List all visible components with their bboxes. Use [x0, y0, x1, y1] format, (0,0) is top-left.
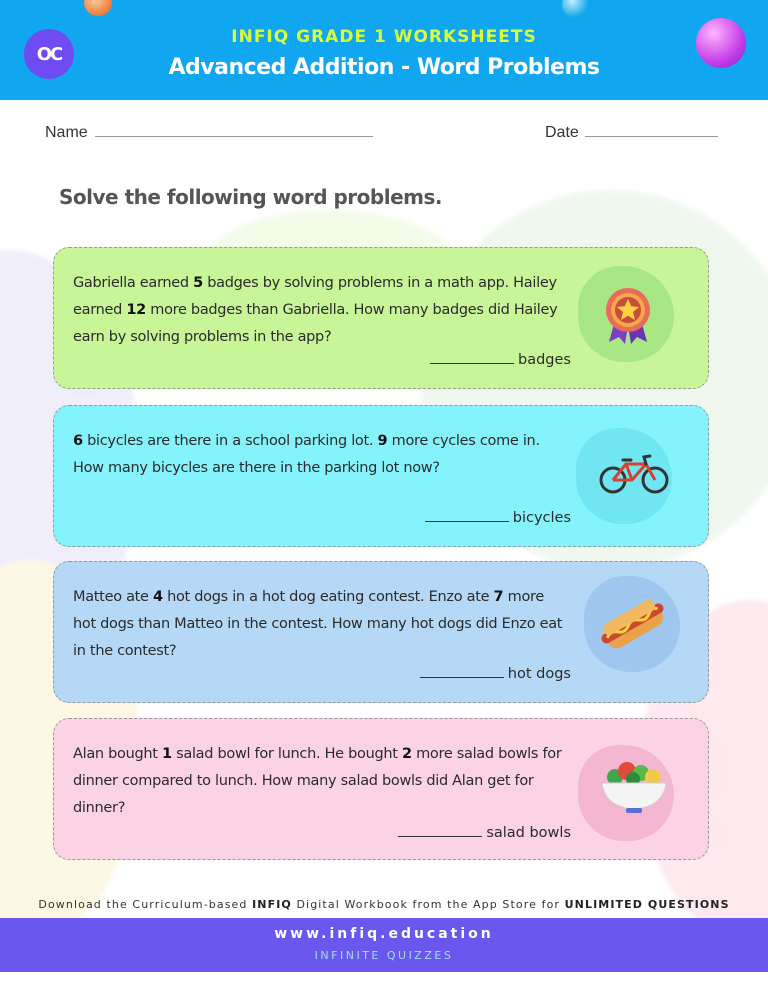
- problem-text: Matteo ate 4 hot dogs in a hot dog eating contest. Enzo ate 7 more hot dogs than Matteo in the contest. How many hot dogs did Enzo eat in the contest?: [73, 589, 563, 659]
- instruction-heading: Solve the following word problems.: [59, 185, 442, 209]
- answer-field[interactable]: hot dogs: [420, 666, 571, 682]
- medal-icon: [603, 286, 653, 346]
- page-title: Advanced Addition - Word Problems: [168, 55, 600, 80]
- problem-text: Alan bought 1 salad bowl for lunch. He bought 2 more salad bowls for dinner compared to lunch. How many salad bowls did Alan get for dinner?: [73, 746, 562, 816]
- date-label: Date: [545, 124, 579, 141]
- website-link[interactable]: www.infiq.education: [274, 926, 494, 942]
- problem-card: [53, 561, 709, 703]
- answer-field[interactable]: salad bowls: [398, 825, 571, 841]
- tagline: INFINITE QUIZZES: [314, 949, 454, 962]
- bicycle-icon: [599, 452, 669, 496]
- decorative-ball: [84, 0, 112, 16]
- decorative-ball: [562, 0, 588, 18]
- problem-card: [53, 247, 709, 389]
- hot-dog-icon: [599, 596, 669, 656]
- infiq-logo: OC: [24, 29, 74, 79]
- name-field[interactable]: [95, 136, 373, 137]
- problem-card: [53, 718, 709, 860]
- answer-field[interactable]: bicycles: [425, 510, 571, 526]
- problem-card: [53, 405, 709, 547]
- name-label: Name: [45, 124, 88, 141]
- problem-text: Gabriella earned 5 badges by solving problems in a math app. Hailey earned 12 more badges than Gabriella. How many badges did Hailey earn by solving problems in the app?: [73, 275, 558, 345]
- worksheet-header: [0, 0, 768, 100]
- answer-field[interactable]: badges: [430, 352, 571, 368]
- promo-line: Download the Curriculum-based INFIQ Digital Workbook from the App Store for UNLIMITED QUESTIONS: [38, 898, 730, 911]
- problem-text: 6 bicycles are there in a school parking lot. 9 more cycles come in. How many bicycles are there in the parking lot now?: [73, 433, 540, 476]
- date-field[interactable]: [585, 136, 718, 137]
- salad-bowl-icon: [599, 757, 669, 817]
- footer-bar: [0, 918, 768, 972]
- brand-title: INFIQ GRADE 1 WORKSHEETS: [231, 27, 537, 47]
